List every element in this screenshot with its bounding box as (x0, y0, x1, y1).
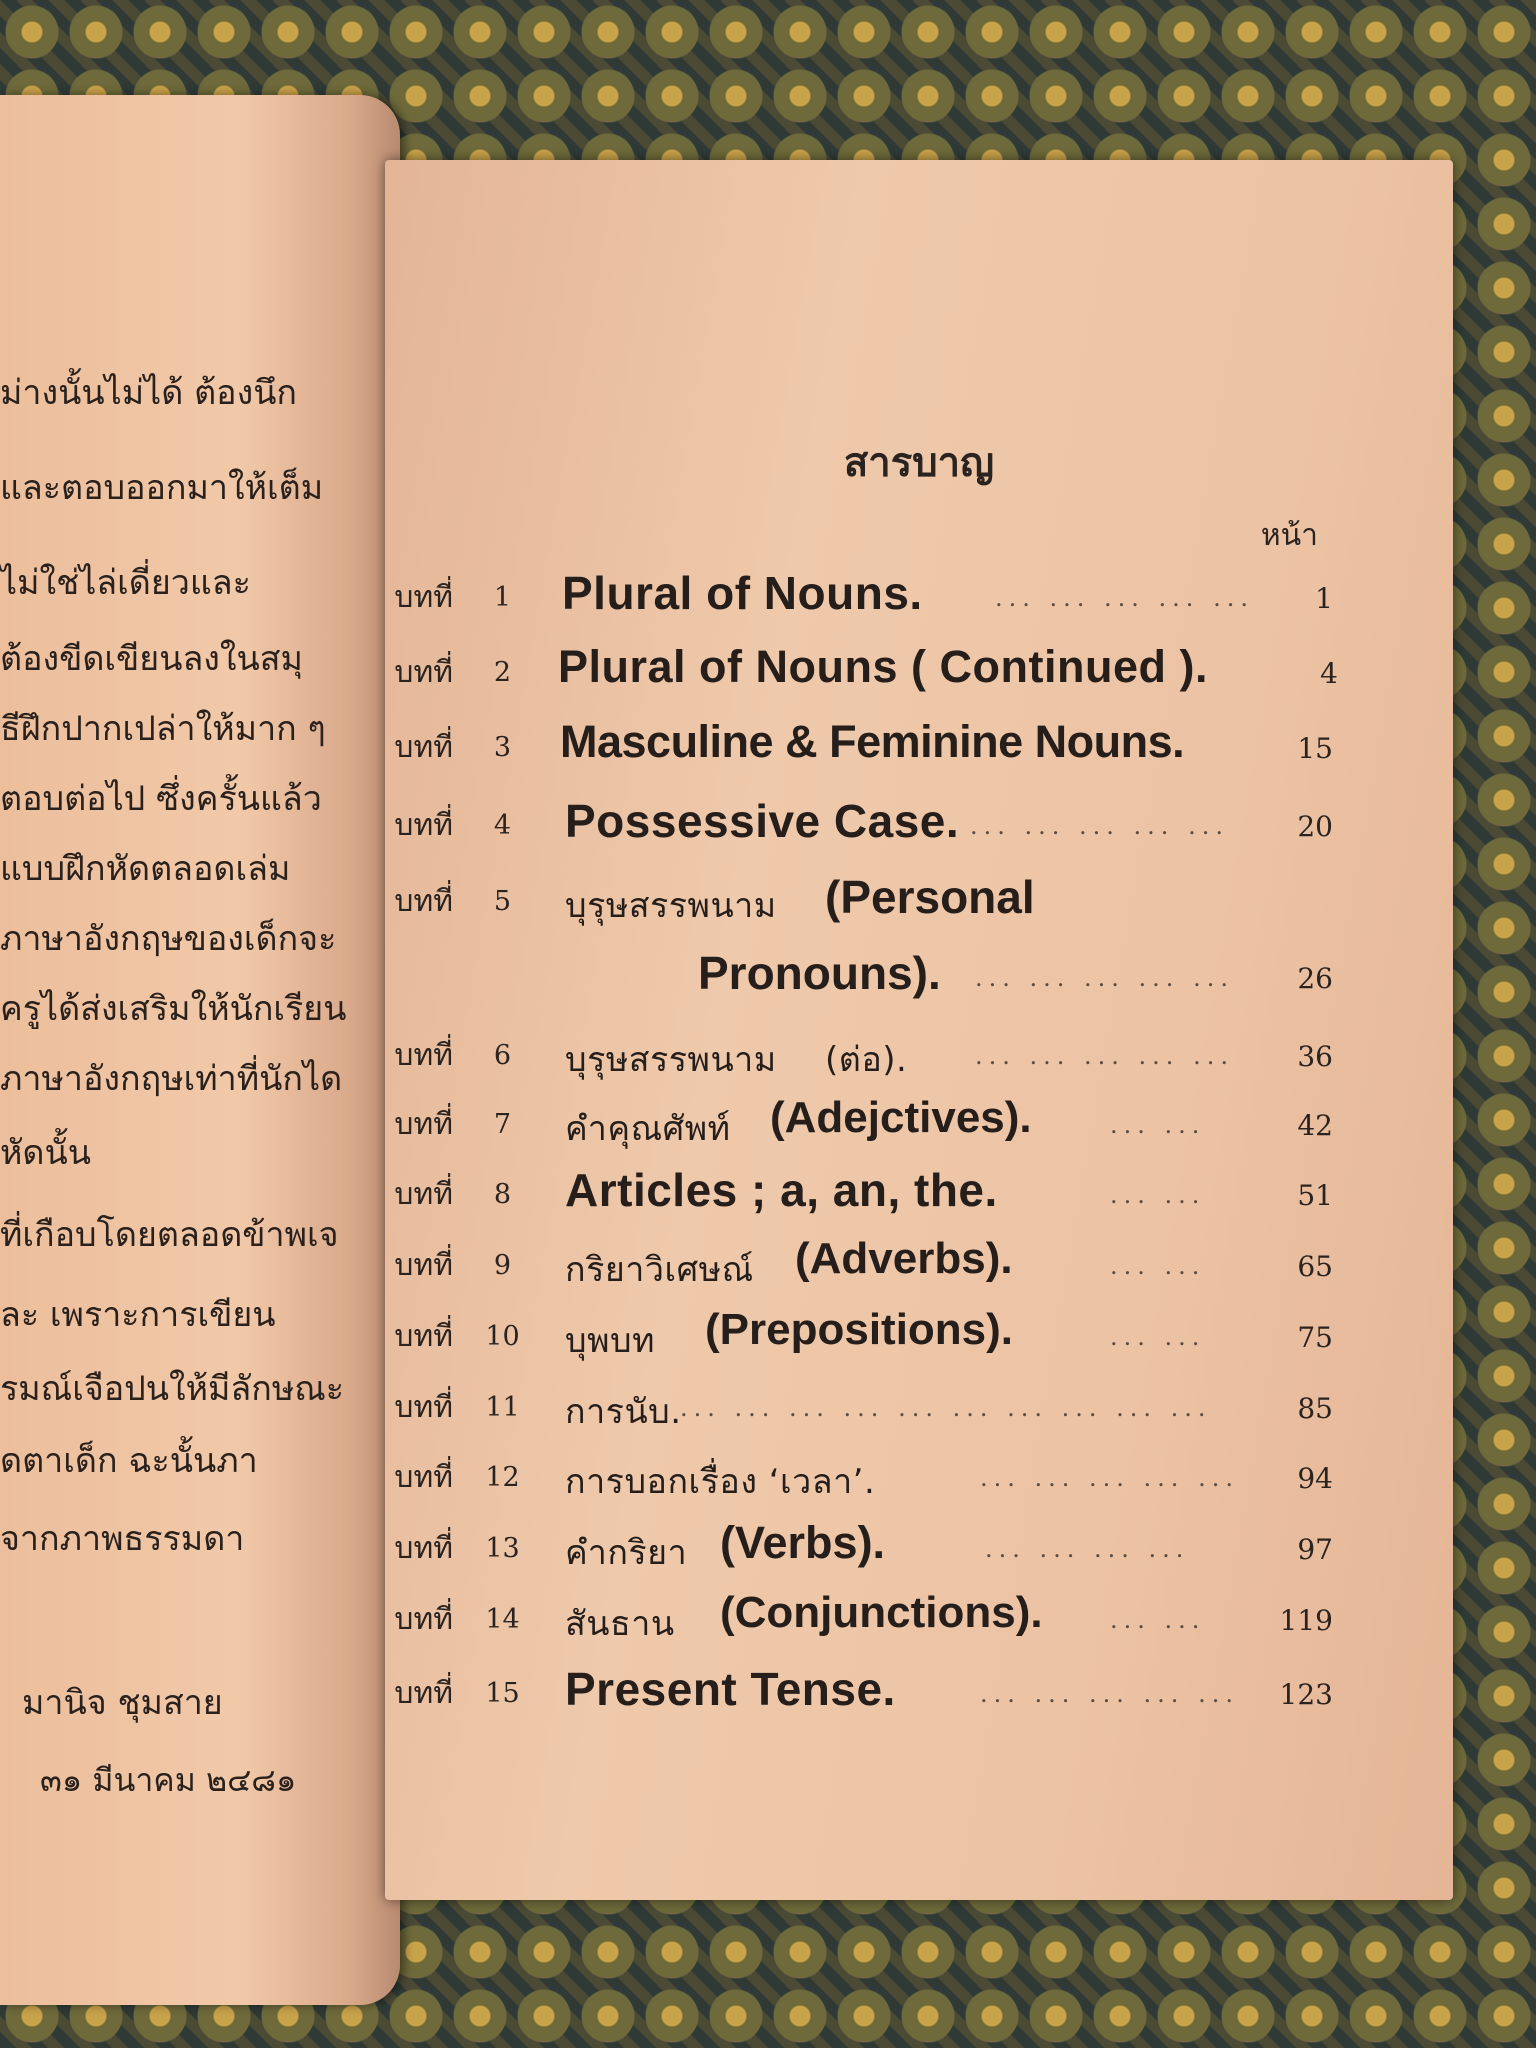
leader-dots: ... ... (1110, 1252, 1206, 1280)
lesson-number: 9 (493, 1250, 512, 1281)
left-text-line: ภาษาอังกฤษเท่าที่นักได (0, 1059, 343, 1099)
toc-page (385, 160, 1453, 1900)
left-text-line: ตอบต่อไป ซึ่งครั้นแล้ว (0, 779, 322, 819)
toc-entry (385, 641, 1453, 715)
lesson-title: (Conjunctions). (720, 1588, 1043, 1637)
lesson-title: (Adverbs). (795, 1234, 1013, 1283)
left-text-line: จากภาพธรรมดา (0, 1519, 245, 1559)
lesson-title-thai: บุพบท (565, 1321, 655, 1361)
date: ๓๑ มีนาคม ๒๔๘๑ (40, 1761, 297, 1799)
lesson-title-thai: บุรุษสรรพนาม (565, 1040, 777, 1080)
lesson-title: Present Tense. (565, 1663, 896, 1715)
lesson-title: (ต่อ). (825, 1040, 908, 1080)
lesson-number: 6 (493, 1040, 512, 1071)
toc-entry (385, 567, 1453, 640)
lesson-number: 8 (493, 1179, 512, 1210)
lesson-label: บทที่ (394, 1390, 453, 1425)
leader-dots: ... ... ... ... (985, 1535, 1190, 1563)
left-text-line: แบบฝึกหัดตลอดเล่ม (0, 849, 291, 889)
left-text-line: ดตาเด็ก ฉะนั้นภา (0, 1441, 258, 1481)
leader-dots: ... ... (1110, 1323, 1206, 1351)
left-text-line: ภาษาอังกฤษของเด็กจะ (0, 919, 337, 959)
toc-entry (385, 716, 1453, 790)
page-number: 1 (1315, 582, 1333, 615)
lesson-title-thai: สันธาน (565, 1604, 675, 1644)
lesson-title-thai: กริยาวิเศษณ์ (565, 1250, 754, 1290)
leader-dots: ... ... ... ... ... ... ... ... ... ... (680, 1394, 1212, 1422)
toc-entry (385, 1093, 1453, 1167)
lesson-title-thai: บุรุษสรรพนาม (565, 886, 777, 926)
lesson-number: 3 (493, 732, 512, 763)
toc-title: สารบาญ (843, 440, 995, 486)
lesson-title: (Personal (825, 871, 1035, 923)
lesson-title-thai: คำกริยา (565, 1533, 688, 1573)
left-text-line: ต้องขีดเขียนลงในสมุ (0, 639, 303, 679)
leader-dots: ... ... (1110, 1606, 1206, 1634)
lesson-label: บทที่ (394, 1177, 453, 1212)
leader-dots: ... ... (1110, 1181, 1206, 1209)
page-number: 20 (1297, 810, 1333, 843)
toc-entry (385, 1234, 1453, 1308)
toc-entry (385, 1588, 1453, 1662)
lesson-label: บทที่ (394, 580, 453, 615)
page-number: 26 (1297, 962, 1333, 995)
lesson-title: Articles ; a, an, the. (565, 1164, 998, 1216)
page-number: 4 (1320, 657, 1338, 690)
lesson-number: 5 (493, 886, 512, 917)
lesson-label: บทที่ (394, 655, 453, 690)
lesson-number: 13 (485, 1533, 520, 1564)
lesson-title: Possessive Case. (565, 795, 960, 847)
left-text-line: ไม่ใช่ไล่เดี่ยวและ (0, 563, 251, 603)
lesson-title: Masculine & Feminine Nouns. (560, 716, 1185, 767)
page-number: 51 (1297, 1179, 1333, 1212)
leader-dots: ... ... ... ... ... (970, 812, 1229, 840)
lesson-label: บทที่ (394, 808, 453, 843)
lesson-title: Plural of Nouns. (562, 567, 923, 619)
page-number: 123 (1279, 1678, 1333, 1711)
leader-dots: ... ... ... ... ... (975, 1042, 1234, 1070)
left-text-line: ม่างนั้นไม่ได้ ต้องนึก (0, 373, 298, 413)
lesson-label: บทที่ (394, 1248, 453, 1283)
lesson-number: 2 (493, 657, 512, 688)
toc-entry (385, 1663, 1453, 1736)
lesson-title-thai: คำคุณศัพท์ (565, 1109, 731, 1149)
lesson-number: 10 (485, 1321, 520, 1352)
lesson-number: 15 (485, 1678, 520, 1709)
left-text-line: ธีฝึกปากเปล่าให้มาก ๆ (0, 709, 326, 749)
toc-entry (385, 795, 1453, 868)
leader-dots: ... ... ... ... ... (980, 1680, 1239, 1708)
lesson-number: 1 (493, 582, 512, 613)
lesson-number: 7 (493, 1109, 512, 1140)
leader-dots: ... ... ... ... ... (980, 1464, 1239, 1492)
toc-entry (385, 1517, 1453, 1591)
left-text-line: ที่เกือบโดยตลอดข้าพเจ (0, 1215, 339, 1255)
left-page (0, 95, 400, 2005)
lesson-label: บทที่ (394, 1038, 453, 1073)
lesson-title: Pronouns). (698, 947, 941, 999)
toc-entry (385, 1164, 1453, 1237)
left-text-line: ละ เพราะการเขียน (0, 1295, 276, 1335)
page-number: 75 (1297, 1321, 1333, 1354)
toc-entry (385, 1380, 1453, 1450)
left-text-line: รมณ์เจือปนให้มีลักษณะ (0, 1369, 345, 1409)
lesson-label: บทที่ (394, 1107, 453, 1142)
lesson-title: Plural of Nouns ( Continued ). (558, 641, 1208, 692)
page-number: 119 (1279, 1604, 1333, 1637)
page-number: 94 (1297, 1462, 1333, 1495)
lesson-title: (Prepositions). (705, 1305, 1014, 1354)
lesson-title: (Adejctives). (770, 1093, 1032, 1142)
lesson-number: 4 (493, 810, 512, 841)
toc-entry-continued (385, 947, 1453, 1020)
lesson-title: (Verbs). (720, 1517, 886, 1568)
page-number: 97 (1297, 1533, 1333, 1566)
page-number: 36 (1297, 1040, 1333, 1073)
lesson-label: บทที่ (394, 1319, 453, 1354)
page-number: 42 (1297, 1109, 1333, 1142)
lesson-title-thai: การบอกเรื่อง ‘เวลา’. (565, 1462, 876, 1502)
left-text-line: และตอบออกมาให้เต็ม (0, 468, 324, 508)
lesson-title-thai: การนับ. (565, 1392, 682, 1432)
lesson-number: 11 (485, 1392, 520, 1423)
lesson-label: บทที่ (394, 730, 453, 765)
lesson-number: 12 (485, 1462, 520, 1493)
left-text-line: หัดนั้น (0, 1133, 91, 1173)
leader-dots: ... ... ... ... ... (975, 964, 1234, 992)
page-column-header: หน้า (1260, 518, 1318, 553)
lesson-label: บทที่ (394, 1460, 453, 1495)
left-text-line: ครูได้ส่งเสริมให้นักเรียน (0, 989, 347, 1029)
page-number: 65 (1297, 1250, 1333, 1283)
signature: มานิจ ชุมสาย (22, 1683, 223, 1723)
toc-entry (385, 1028, 1453, 1098)
lesson-label: บทที่ (394, 1531, 453, 1566)
page-number: 15 (1297, 732, 1333, 765)
lesson-number: 14 (485, 1604, 520, 1635)
lesson-label: บทที่ (394, 1602, 453, 1637)
lesson-label: บทที่ (394, 1676, 453, 1711)
leader-dots: ... ... ... ... ... (995, 584, 1254, 612)
toc-entry (385, 871, 1453, 944)
lesson-label: บทที่ (394, 884, 453, 919)
leader-dots: ... ... (1110, 1111, 1206, 1139)
toc-entry (385, 1450, 1453, 1520)
page-number: 85 (1297, 1392, 1333, 1425)
toc-entry (385, 1305, 1453, 1379)
